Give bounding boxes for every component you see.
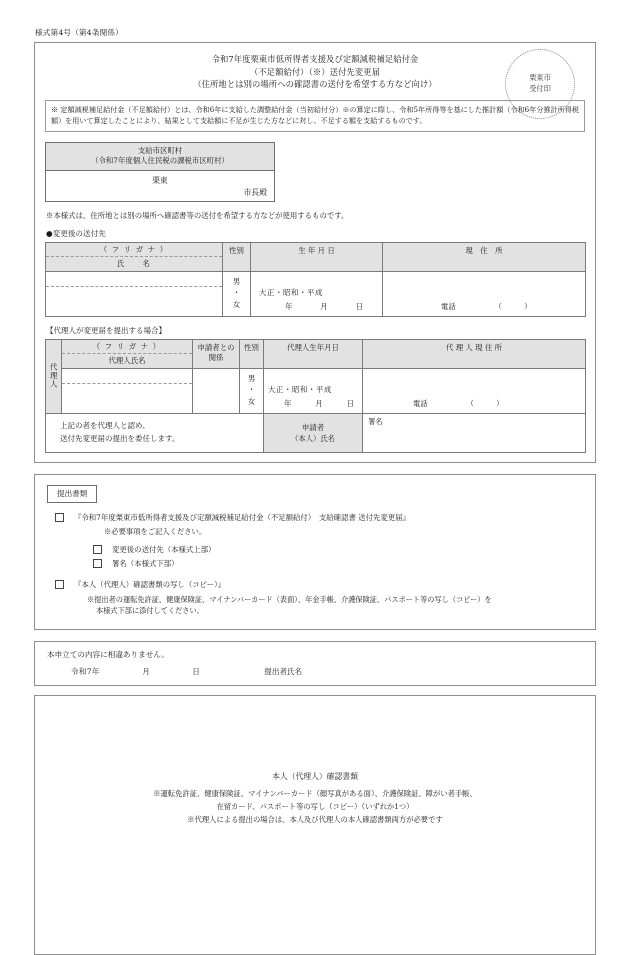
document-title-line2: （不足額給付）（※）送付先変更届 bbox=[249, 66, 381, 77]
declaration-panel bbox=[34, 641, 596, 687]
municipality-header-line2: （令和7年度個人住民税の課税市区町村） bbox=[91, 156, 229, 166]
header-name: 氏 名 bbox=[116, 259, 152, 269]
gender-option-female[interactable]: 女 bbox=[232, 299, 241, 309]
declaration-statement: 本申立ての内容に相違ありません。 bbox=[47, 649, 169, 659]
agent-header-dob: 代理人生年月日 bbox=[264, 340, 363, 369]
tel-paren: （ ） bbox=[494, 302, 532, 312]
document-item-1-row[interactable] bbox=[47, 512, 583, 523]
document-item-1-note: ※必要事項をご記入ください。 bbox=[104, 527, 207, 537]
attachment-title: 本人（代理人）確認書類 bbox=[272, 772, 358, 782]
dob-month-label: 月 bbox=[320, 302, 329, 312]
document-title-line1: 令和7年度栗東市低所得者支援及び定額減税補足給付金 bbox=[211, 54, 419, 65]
document-item-2-note-line1: ※提出者の運転免許証、健康保険証、マイナンバーカード（表面）、年金手帳、介護保険証、パスポート等の写し（コピー）を bbox=[87, 594, 492, 604]
header-gender: 性別 bbox=[223, 243, 251, 272]
header-furigana: （ フ リ ガ ナ ） bbox=[46, 243, 222, 257]
agent-dob-year-label: 年 bbox=[284, 399, 292, 409]
checkbox-subitem-2[interactable] bbox=[93, 559, 102, 568]
agent-input-relation[interactable] bbox=[193, 369, 240, 414]
attachment-line2: 在留カード、パスポート等の写し（コピー）（いずれか1つ） bbox=[216, 801, 414, 811]
municipality-suffix: 市長殿 bbox=[243, 188, 267, 198]
agent-header-relation-line1: 申請者との bbox=[197, 343, 235, 353]
document-title-line3: （住所地とは別の場所への確認書の送付を希望する方など向け） bbox=[193, 79, 437, 90]
agent-tel-label: 電話 bbox=[413, 399, 428, 409]
agent-input-name-cell[interactable] bbox=[62, 369, 193, 414]
dob-day-label: 日 bbox=[355, 302, 364, 312]
new-address-table bbox=[45, 242, 586, 317]
header-address: 現 住 所 bbox=[383, 243, 586, 272]
input-name-cell[interactable] bbox=[46, 272, 223, 317]
agent-input-address-cell[interactable] bbox=[363, 369, 586, 414]
gender-separator: ・ bbox=[232, 288, 241, 298]
attachment-area-panel[interactable] bbox=[34, 695, 596, 955]
documents-section-tag: 提出書類 bbox=[47, 485, 97, 503]
document-subitem-1-label: 変更後の送付先（本様式上部） bbox=[112, 544, 216, 554]
checkbox-document-2[interactable] bbox=[55, 580, 64, 589]
signature-cell[interactable] bbox=[363, 414, 586, 453]
new-address-section-label: ●変更後の送付先 bbox=[46, 228, 106, 238]
dob-year-label: 年 bbox=[285, 302, 293, 312]
input-dob-cell[interactable] bbox=[251, 272, 383, 317]
agent-header-name-cell bbox=[62, 340, 193, 369]
applicant-name-header-line1: 申請者 bbox=[301, 422, 325, 432]
declaration-submitter-label: 提出者氏名 bbox=[264, 667, 303, 677]
gender-option-male[interactable]: 男 bbox=[232, 277, 241, 287]
municipality-body[interactable] bbox=[46, 171, 274, 201]
municipality-value: 栗東 bbox=[152, 176, 168, 185]
commitment-line2: 送付先変更届の提出を委任します。 bbox=[60, 433, 180, 443]
header-name-cell bbox=[46, 243, 223, 272]
attachment-line3: ※代理人による提出の場合は、本人及び代理人の本人確認書類両方が必要です bbox=[187, 814, 443, 824]
applicant-name-header-line2: （本人）氏名 bbox=[290, 433, 336, 443]
checkbox-subitem-1[interactable] bbox=[93, 545, 102, 554]
agent-header-relation-line2: 関係 bbox=[208, 353, 224, 363]
agent-dob-ymd[interactable] bbox=[284, 399, 354, 409]
declaration-day[interactable]: 日 bbox=[192, 667, 200, 677]
agent-input-furigana[interactable] bbox=[62, 369, 192, 384]
agent-gender-option-male[interactable]: 男 bbox=[247, 374, 256, 384]
receipt-stamp-line2: 受付印 bbox=[529, 84, 551, 94]
input-furigana[interactable] bbox=[46, 272, 222, 287]
agent-header-row bbox=[46, 340, 586, 369]
agent-header-relation bbox=[193, 340, 240, 369]
documents-spacer bbox=[47, 572, 583, 579]
municipality-header bbox=[46, 143, 274, 171]
dob-era-options[interactable]: 大正・昭和・平成 bbox=[259, 288, 323, 298]
agent-header-furigana: （ フ リ ガ ナ ） bbox=[62, 340, 192, 354]
agent-address-tel[interactable] bbox=[413, 399, 503, 409]
document-title bbox=[45, 53, 585, 90]
commitment-line1: 上記の者を代理人と認め、 bbox=[60, 421, 150, 431]
document-item-1-label: 『令和7年度栗東市低所得者支援及び定額減税補足給付金（不足額給付） 支給確認書 送付先変更届』 bbox=[74, 512, 410, 522]
attachment-instructions bbox=[35, 772, 595, 826]
usage-note: ※本様式は、住所地とは別の場所へ確認書等の送付を希望する方などが使用するものです。 bbox=[46, 211, 349, 220]
applicant-name-header bbox=[264, 414, 363, 453]
input-address-cell[interactable] bbox=[383, 272, 586, 317]
agent-input-name[interactable] bbox=[62, 384, 192, 398]
signature-label: 署名 bbox=[368, 417, 383, 427]
new-address-header-row bbox=[46, 243, 586, 272]
agent-dob-era-options[interactable]: 大正・昭和・平成 bbox=[268, 385, 332, 395]
input-name[interactable] bbox=[46, 287, 222, 301]
dob-ymd[interactable] bbox=[285, 302, 363, 312]
agent-commitment-row bbox=[46, 414, 586, 453]
declaration-year: 令和7年 bbox=[71, 667, 100, 677]
header-dob: 生 年 月 日 bbox=[251, 243, 383, 272]
form-number: 様式第4号（第4条関係） bbox=[35, 28, 123, 37]
agent-gender-option-female[interactable]: 女 bbox=[247, 396, 256, 406]
document-item-2-row[interactable] bbox=[47, 579, 583, 590]
agent-tel-paren: （ ） bbox=[466, 399, 504, 409]
document-subitem-2-label: 署名（本様式下部） bbox=[112, 559, 179, 568]
main-form-panel bbox=[34, 42, 596, 462]
document-item-2-note-line2: 本様式下部に添付してください。 bbox=[96, 606, 204, 616]
attachment-line1: ※運転免許証、健康保険証、マイナンバーカード（顔写真がある面）、介護保険証、障がい者手帳、 bbox=[153, 788, 477, 798]
municipality-box bbox=[45, 142, 275, 202]
agent-body-row bbox=[46, 369, 586, 414]
new-address-body-row bbox=[46, 272, 586, 317]
receipt-stamp-circle bbox=[505, 49, 575, 119]
receipt-stamp-line1: 栗東市 bbox=[529, 73, 551, 83]
input-gender-cell[interactable] bbox=[223, 272, 251, 317]
submission-documents-panel bbox=[34, 474, 596, 630]
agent-table bbox=[45, 339, 586, 452]
agent-section-label: 【代理人が変更届を提出する場合】 bbox=[46, 326, 166, 336]
explanatory-note: ※ 定額減税補足給付金（不足額給付）とは、令和6年に支給した調整給付金（当初給付分）※の算定に際し、令和5年所得等を基にした推計額（令和6年分推計所得税額）を用いて算定したことにより、結果として支給額に不足が生じた方などに対し、不足する額を支給するものです。 bbox=[45, 100, 585, 132]
municipality-header-line1: 支給市区町村 bbox=[137, 145, 183, 155]
document-subitem-1-row[interactable] bbox=[85, 544, 583, 555]
checkbox-document-1[interactable] bbox=[55, 513, 64, 522]
agent-header-gender: 性別 bbox=[240, 340, 264, 369]
agent-gender-separator: ・ bbox=[247, 385, 256, 395]
agent-dob-month-label: 月 bbox=[315, 399, 324, 409]
address-tel[interactable] bbox=[441, 302, 531, 312]
document-subitem-2-row[interactable] bbox=[85, 558, 583, 569]
document-item-2-note bbox=[87, 594, 583, 617]
municipality-row bbox=[45, 142, 585, 202]
agent-vertical-label: 代理人 bbox=[49, 362, 59, 388]
agent-header-name: 代理人氏名 bbox=[108, 356, 146, 366]
agent-input-gender-cell[interactable] bbox=[240, 369, 264, 414]
tel-label: 電話 bbox=[441, 302, 456, 312]
agent-dob-day-label: 日 bbox=[346, 399, 355, 409]
document-item-2-label: 『本人（代理人）確認書類の写し（コピー）』 bbox=[74, 580, 226, 590]
declaration-date-row bbox=[71, 667, 583, 677]
agent-header-address: 代 理 人 現 住 所 bbox=[363, 340, 586, 369]
declaration-month[interactable]: 月 bbox=[142, 667, 150, 677]
agent-vertical-label-cell bbox=[46, 340, 62, 414]
commitment-cell bbox=[46, 414, 264, 453]
agent-input-dob-cell[interactable] bbox=[264, 369, 363, 414]
